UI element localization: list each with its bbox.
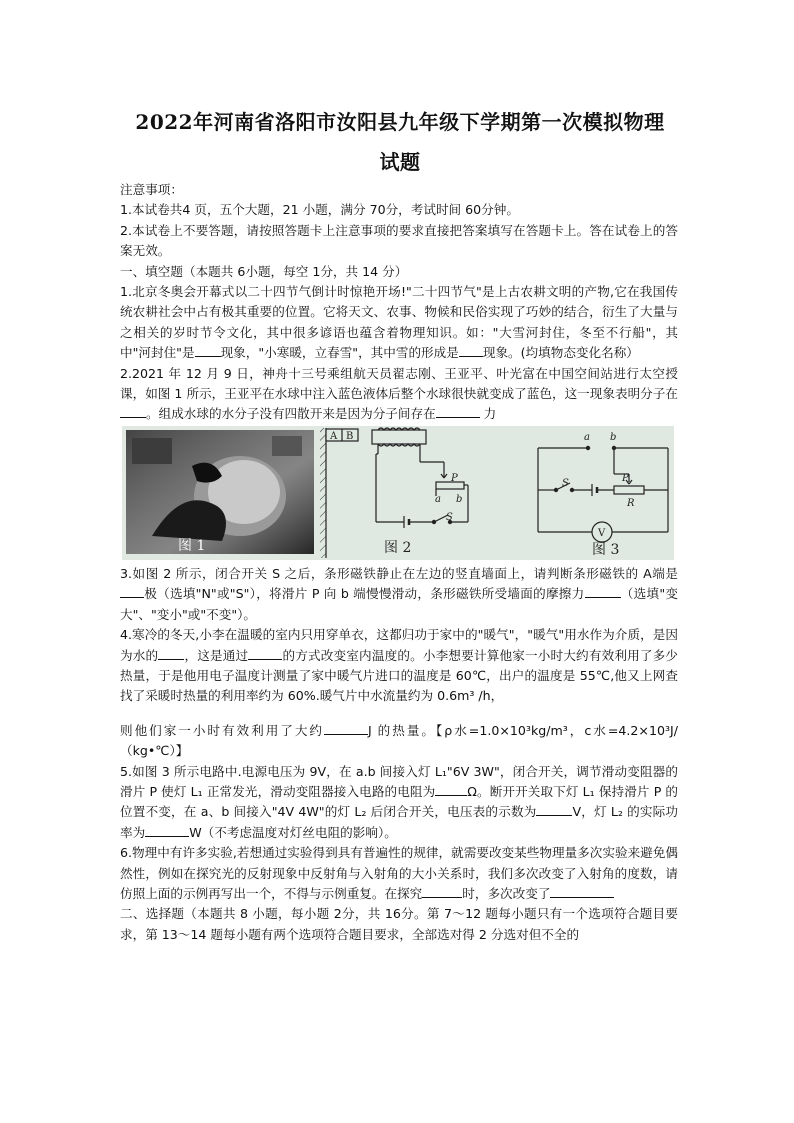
question-2: 2.2021 年 12 月 9 日，神舟十三号乘组航天员翟志刚、王亚平、叶光富在中国空间站进行太空授课，如图 1 所示，王亚平在水球中注入蓝色液体后整个水球很快就变成了蓝色，这一现象表明分子在。组成水球的水分子没有四散开来是因为分子间存在 力 [120, 365, 678, 422]
answer-blank [550, 885, 614, 898]
figure-2-label: 图 2 [384, 539, 412, 556]
end-a-label: a [435, 493, 441, 505]
answer-blank [585, 585, 621, 598]
terminal-a-label: a [584, 431, 590, 443]
section2-heading: 二、选择题（本题共 8 小题，每小题 2分，共 16分。第 7～12 题每小题只有一个选项符合题目要求，第 13～14 题每小题有两个选项符合题目要求，全部选对得 2 分选对但不全的 [120, 906, 678, 942]
figure-1-photo [126, 430, 314, 554]
terminal-b-label: b [610, 431, 617, 443]
answer-blank [248, 647, 282, 660]
answer-blank [120, 405, 146, 418]
magnet-end-b-label: B [346, 430, 354, 442]
page-title-line2: 试题 [379, 150, 421, 174]
answer-blank [435, 783, 467, 796]
slider-p3-label: P [622, 472, 629, 484]
figure-2-circuit [320, 428, 468, 558]
answer-blank [459, 344, 483, 357]
question-6: 6.物理中有许多实验,若想通过实验得到具有普遍性的规律，就需要改变某些物理量多次实验来避免偶然性，例如在探究光的反射现象中反射角与入射角的大小关系时，我们多次改变了入射角的度数，请仿照上面的示例再写出一个，不得与示例重复。在探究 时，多次改变了 [120, 845, 678, 901]
switch-s-label: S [446, 511, 453, 523]
figure-1-label: 图 1 [178, 537, 206, 554]
answer-blank [145, 824, 189, 837]
exam-body [120, 180, 678, 945]
figures-svg [122, 426, 674, 560]
question-1: 1.北京冬奥会开幕式以二十四节气倒计时惊艳开场!"二十四节气"是上古农耕文明的产物,它在我国传统农耕社会中占有极其重要的位置。它将天文、农事、物候和民俗实现了巧妙的结合，衍生了大量与之相关的岁时节令文化，其中很多谚语也蕴含着物理知识。如："大雪河封住，冬至不行船"，其中"河封住"是 现象，"小寒暖，立春雪"，其中雪的形成是 现象。(均填物态变化名称） [120, 284, 678, 361]
slider-p-label: P [451, 472, 458, 484]
switch-s3-label: S [562, 477, 569, 489]
voltmeter-label: V [598, 527, 606, 539]
end-b-label: b [456, 493, 463, 505]
section1-heading: 一、填空题（本题共 6小题，每空 1分，共 14 分） [120, 263, 408, 279]
question-4: 4.寒冷的冬天,小李在温暖的室内只用穿单衣，这都归功于家中的"暖气"，"暖气"用水作为介质，是因为水的 ，这是通过 的方式改变室内温度的。小李想要计算他家一小时大约有效利用了多少热量，于是他用电子温度计测量了家中暖气片进口的温度是 60℃，出户的温度是 55℃,他又上网查找了采暖时热量的利用率约为 60%.暖气片中水流量约为 0.6m³ /h， [120, 627, 679, 704]
answer-blank [120, 585, 144, 598]
note-1: 1.本试卷共4 页，五个大题，21 小题，满分 70分，考试时间 60分钟。 [120, 202, 519, 218]
notes-heading: 注意事项： [120, 182, 183, 197]
answer-blank [536, 803, 572, 816]
figure-3-circuit [538, 432, 668, 558]
question-3: 3.如图 2 所示，闭合开关 S 之后，条形磁铁静止在左边的竖直墙面上，请判断条形磁铁的 A端是极（选填"N"或"S"），将滑片 P 向 b 端慢慢滑动，条形磁铁所受墙面的摩擦力 （选填"变大"、"变小"或"不变"）。 [120, 565, 679, 622]
page-title: 2022年河南省洛阳市汝阳县九年级下学期第一次模拟物理 [135, 110, 665, 134]
figure-strip [122, 426, 674, 560]
answer-blank [436, 405, 480, 418]
figure-3-label: 图 3 [592, 541, 620, 558]
spacer [120, 707, 678, 721]
answer-blank [158, 647, 184, 660]
question-5: 5.如图 3 所示电路中.电源电压为 9V，在 a.b 间接入灯 L₁"6V 3W"，闭合开关，调节滑动变阻器的滑片 P 使灯 L₁ 正常发光，滑动变阻器接入电路的电阻为 Ω。断开开关取下灯 L₁ 保持滑片 P 的位置不变，在 a、b 间接入"4V 4W"的灯 L₂ 后闭合开关，电压表的示数为 V，灯 L₂ 的实际功率为 W（不考虑温度对灯丝电阻的影响）。 [120, 763, 678, 840]
answer-blank [195, 344, 221, 357]
question-4-continued: 则他们家一小时有效利用了大约 J 的热量。【ρ水=1.0×10³kg/m³，c水=4.2×10³J/（kg•℃）】 [120, 722, 678, 759]
magnet-end-a-label: A [330, 430, 338, 442]
note-2: 2.本试卷上不要答题，请按照答题卡上注意事项的要求直接把答案填写在答题卡上。答在试卷上的答案无效。 [120, 222, 678, 259]
resistor-r-label: R [627, 497, 635, 509]
answer-blank [422, 885, 462, 898]
answer-blank [324, 722, 368, 735]
